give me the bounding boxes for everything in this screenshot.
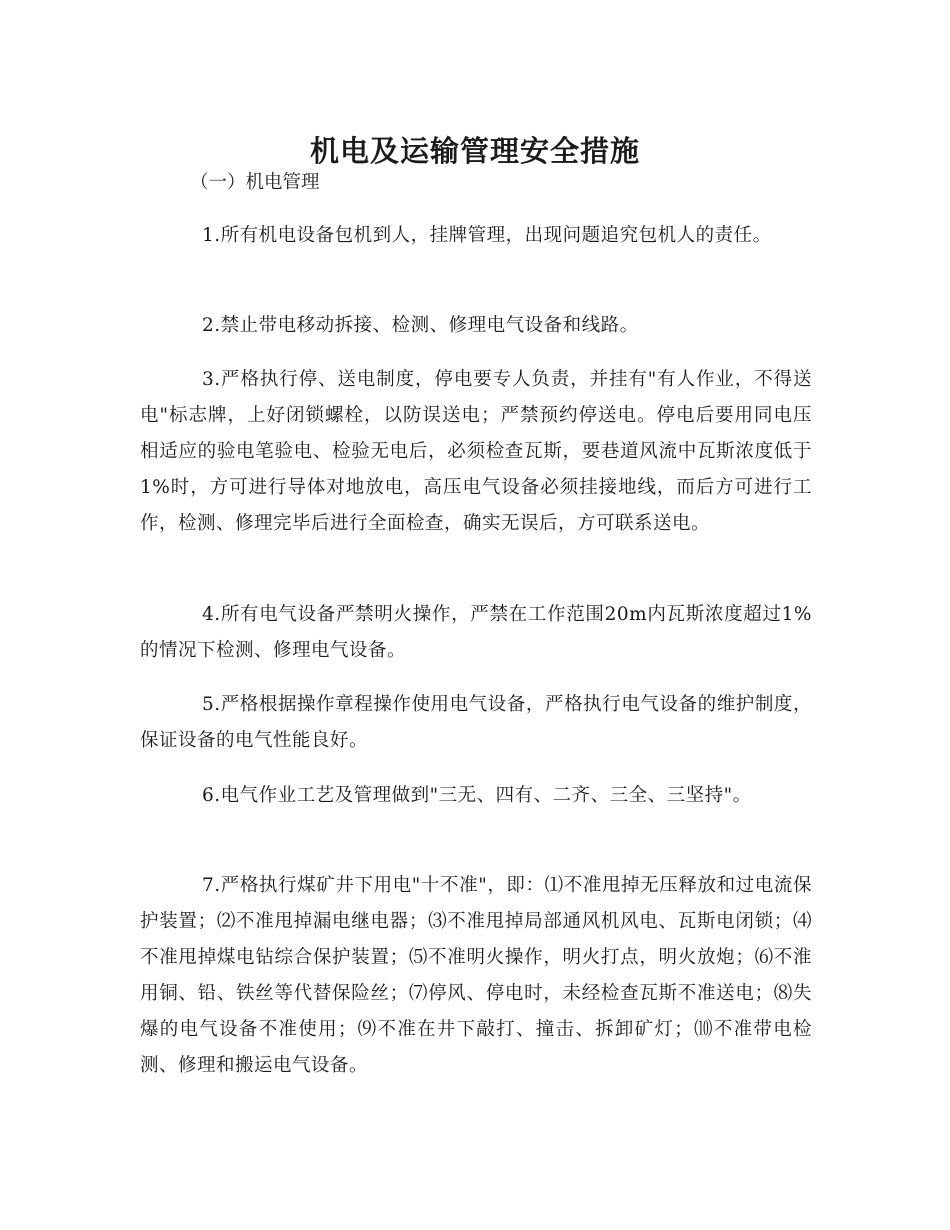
paragraph-2: 2.禁止带电移动拆接、检测、修理电气设备和线路。 bbox=[202, 315, 639, 336]
paragraph-4: 4.所有电气设备严禁明火操作，严禁在工作范围20m内瓦斯浓度超过1%的情况下检测、修理电气设备。 bbox=[140, 604, 812, 661]
document-title: 机电及运输管理安全措施 bbox=[309, 134, 640, 169]
paragraph-7: 7.严格执行煤矿井下用电"十不准"，即：⑴不准甩掉无压释放和过电流保护装置；⑵不准甩掉漏电继电器；⑶不准甩掉局部通风机风电、瓦斯电闭锁；⑷不准甩掉煤电钻综合保护装置；⑸不准明火操作，明火打点，明火放炮；⑹不淮用铜、铅、铁丝等代替保险丝；⑺停风、停电时，未经检查瓦斯不准送电；⑻失爆的电气设备不准使用；⑼不准在井下敲打、撞击、拆卸矿灯；⑽不准带电检测、修理和搬运电气设备。 bbox=[140, 875, 812, 1076]
paragraph-3: 3.严格执行停、送电制度，停电要专人负责，并挂有"有人作业，不得送电"标志牌，上好闭锁螺栓，以防误送电；严禁预约停送电。停电后要用同电压相适应的验电笔验电、检验无电后，必须检查瓦斯，要巷道风流中瓦斯浓度低于1%时，方可进行导体对地放电，高压电气设备必须挂接地线，而后方可进行工作，检测、修理完毕后进行全面检查，确实无误后，方可联系送电。 bbox=[140, 369, 812, 534]
section-heading: （一）机电管理 bbox=[190, 172, 320, 193]
paragraph-5: 5.严格根据操作章程操作使用电气设备，严格执行电气设备的维护制度，保证设备的电气性能良好。 bbox=[140, 694, 812, 751]
paragraph-6: 6.电气作业工艺及管理做到"三无、四有、二齐、三全、三坚持"。 bbox=[202, 785, 752, 806]
paragraph-1: 1.所有机电设备包机到人，挂牌管理，出现问题追究包机人的责任。 bbox=[202, 225, 772, 246]
